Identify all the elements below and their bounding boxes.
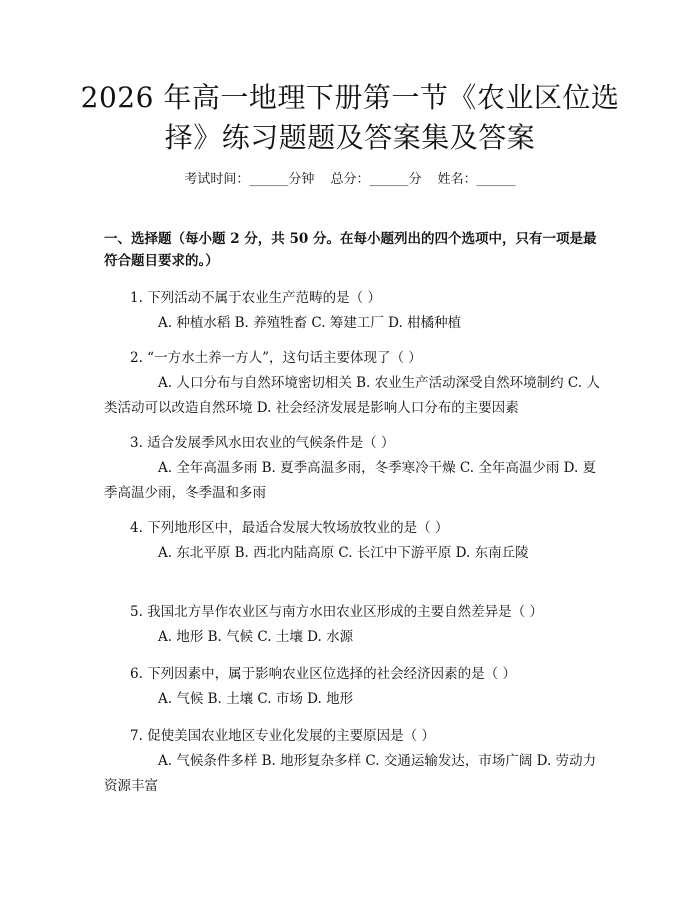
title-line-1: 2026 年高一地理下册第一节《农业区位选: [80, 81, 620, 114]
question-1: 1. 下列活动不属于农业生产范畴的是（ ）: [130, 290, 381, 306]
question-5-options: A. 地形 B. 气候 C. 土壤 D. 水源: [158, 629, 354, 645]
question-4: 4. 下列地形区中，最适合发展大牧场放牧业的是（ ）: [130, 520, 449, 536]
question-3: 3. 适合发展季风水田农业的气候条件是（ ）: [130, 435, 395, 451]
question-7-options: A. 气候条件多样 B. 地形复杂多样 C. 交通运输发达，市场广阔 D. 劳动力资源丰富: [104, 753, 597, 794]
question-1-options: A. 种植水稻 B. 养殖牲畜 C. 筹建工厂 D. 柑橘种植: [158, 315, 462, 331]
question-3-options: A. 全年高温多雨 B. 夏季高温多雨，冬季寒冷干燥 C. 全年高温少雨 D. 夏季高温少雨，冬季温和多雨: [104, 460, 597, 501]
question-2: 2. “一方水土养一方人”，这句话主要体现了（ ）: [130, 350, 422, 366]
document-title: [60, 78, 640, 158]
question-5: 5. 我国北方旱作农业区与南方水田农业区形成的主要自然差异是（ ）: [130, 604, 543, 620]
exam-meta: [0, 168, 700, 187]
question-6: 6. 下列因素中，属于影响农业区位选择的社会经济因素的是（ ）: [130, 666, 516, 682]
student-name: 姓名：______: [437, 172, 516, 187]
section-heading: 一、选择题（每小题 2 分，共 50 分。在每小题列出的四个选项中，只有一项是最符合题目要求的。）: [104, 231, 597, 269]
question-6-options: A. 气候 B. 土壤 C. 市场 D. 地形: [158, 691, 354, 707]
exam-time: 考试时间：______分钟: [184, 172, 315, 187]
question-2-options: A. 人口分布与自然环境密切相关 B. 农业生产活动深受自然环境制约 C. 人类活动可以改造自然环境 D. 社会经济发展是影响人口分布的主要因素: [104, 375, 600, 416]
question-7: 7. 促使美国农业地区专业化发展的主要原因是（ ）: [130, 728, 435, 744]
exam-score: 总分：______分: [330, 172, 422, 187]
title-line-2: 择》练习题题及答案集及答案: [164, 121, 536, 154]
question-4-options: A. 东北平原 B. 西北内陆高原 C. 长江中下游平原 D. 东南丘陵: [158, 545, 529, 561]
